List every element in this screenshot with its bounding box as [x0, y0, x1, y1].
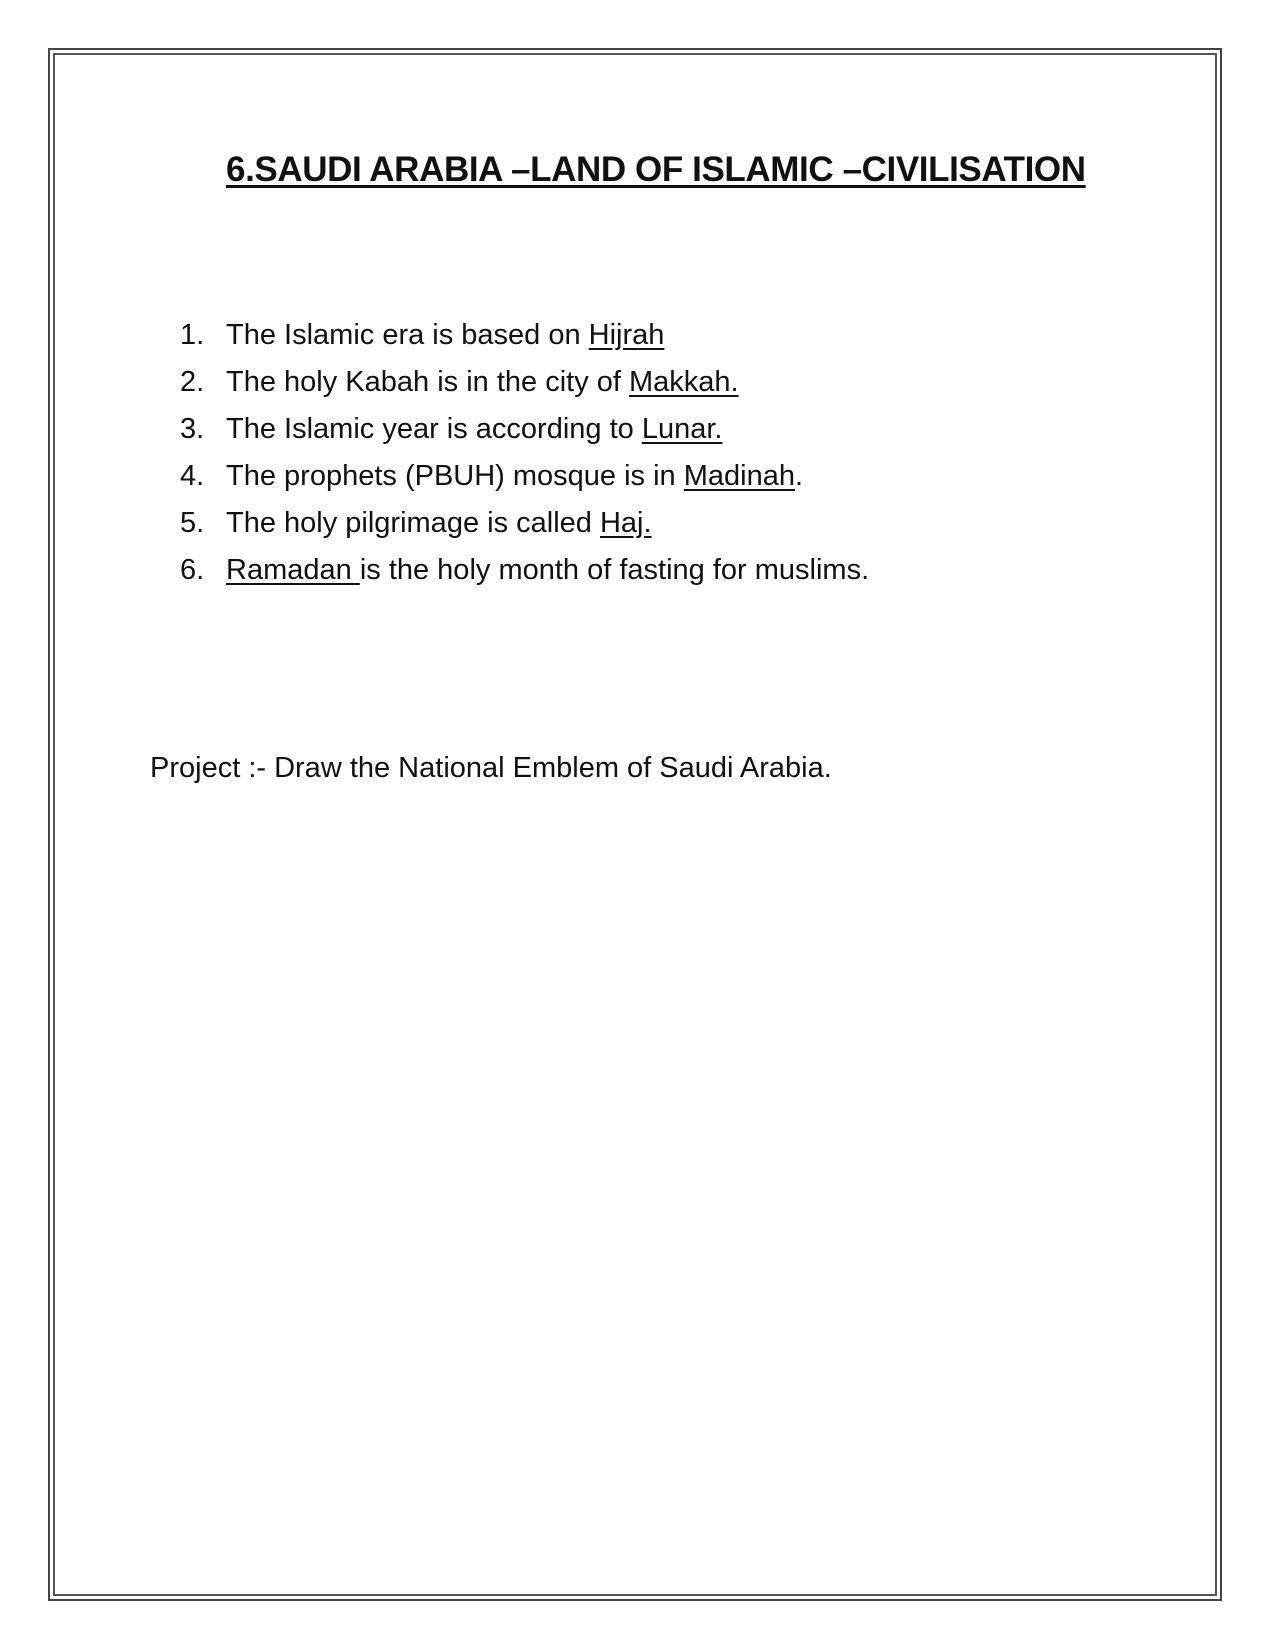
list-number: 6.: [180, 554, 205, 586]
list-item: [180, 408, 869, 455]
answer-list: [180, 314, 869, 596]
page-title: 6.SAUDI ARABIA –LAND OF ISLAMIC –CIVILISATION: [226, 150, 1086, 189]
project-instruction: Project :- Draw the National Emblem of Saudi Arabia.: [150, 752, 832, 784]
list-item: [180, 549, 869, 596]
list-number: 5.: [180, 507, 205, 539]
page-border-inner: [53, 53, 1217, 1596]
answer-text: Haj.: [599, 507, 652, 539]
statement-tail: is the holy month of fasting for muslims.: [359, 554, 870, 586]
list-item: [180, 314, 869, 361]
statement-text: The holy Kabah is in the city of: [226, 366, 629, 398]
statement-text: The Islamic era is based on: [226, 319, 589, 351]
answer-text: Hijrah: [588, 319, 665, 351]
list-number: 2.: [180, 366, 205, 398]
statement-text: The prophets (PBUH) mosque is in: [226, 460, 684, 492]
answer-text: Lunar.: [641, 413, 723, 445]
answer-text: Ramadan: [226, 554, 360, 586]
list-number: 1.: [180, 319, 205, 351]
answer-text: Makkah.: [629, 366, 739, 398]
list-number: 4.: [180, 460, 205, 492]
statement-text: The Islamic year is according to: [226, 413, 642, 445]
list-item: [180, 502, 869, 549]
list-item: [180, 361, 869, 408]
statement-text: The holy pilgrimage is called: [226, 507, 600, 539]
statement-tail: .: [795, 460, 804, 492]
list-number: 3.: [180, 413, 205, 445]
answer-text: Madinah: [683, 460, 795, 492]
list-item: [180, 455, 869, 502]
